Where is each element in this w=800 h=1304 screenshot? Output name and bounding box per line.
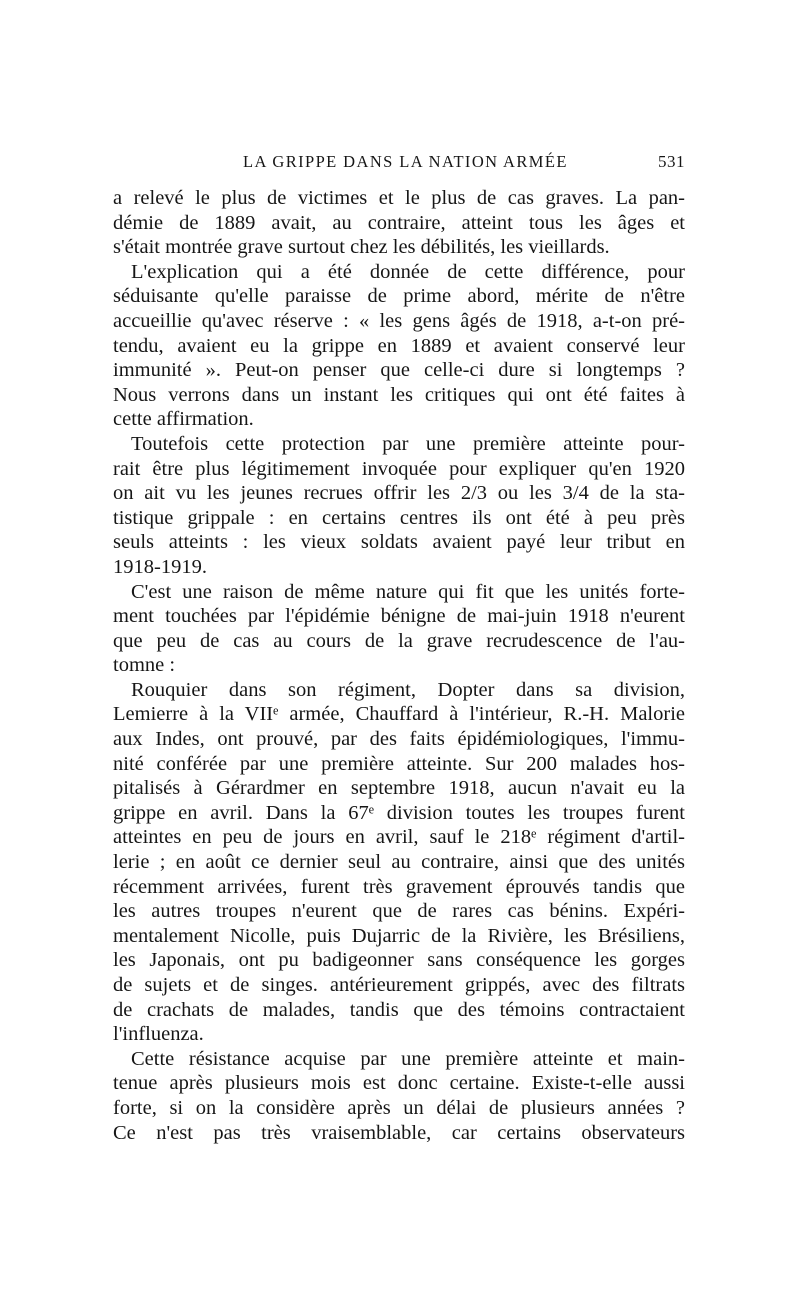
running-header	[113, 152, 685, 182]
text-line: C'est une raison de même nature qui fit que les unités forte-	[131, 580, 685, 603]
text-line: cette affirmation.	[113, 408, 254, 431]
text-line: seuls atteints : les vieux soldats avaient payé leur tribut en	[113, 531, 685, 554]
text-line: accueillie qu'avec réserve : « les gens âgés de 1918, a-t-on pré-	[113, 309, 685, 332]
text-line: on ait vu les jeunes recrues offrir les 2/3 ou les 3/4 de la sta-	[113, 482, 685, 505]
text-line: rait être plus légitimement invoquée pour expliquer qu'en 1920	[113, 457, 685, 480]
page-number: 531	[658, 152, 685, 171]
text-line: tendu, avaient eu la grippe en 1889 et avaient conservé leur	[113, 334, 685, 357]
text-line: forte, si on la considère après un délai de plusieurs années ?	[113, 1096, 685, 1119]
text-line: a relevé le plus de victimes et le plus de cas graves. La pan-	[113, 187, 685, 209]
running-title: LA GRIPPE DANS LA NATION ARMÉE	[243, 152, 568, 171]
text-line: ment touchées par l'épidémie bénigne de mai-juin 1918 n'eurent	[113, 605, 685, 628]
text-line: l'influenza.	[113, 1023, 204, 1046]
text-line: les autres troupes n'eurent que de rares cas bénins. Expéri-	[113, 900, 685, 923]
text-line: tenue après plusieurs mois est donc certaine. Existe-t-elle aussi	[113, 1072, 685, 1095]
text-line: pitalisés à Gérardmer en septembre 1918, aucun n'avait eu la	[113, 777, 685, 800]
text-line: mentalement Nicolle, puis Dujarric de la Rivière, les Brésiliens,	[113, 924, 685, 947]
text-line: Lemierre à la VIIᵉ armée, Chauffard à l'intérieur, R.-H. Malorie	[113, 703, 685, 726]
text-line: Toutefois cette protection par une première atteinte pour-	[131, 432, 685, 455]
text-line: 1918-1919.	[113, 555, 207, 578]
text-line: immunité ». Peut-on penser que celle-ci dure si longtemps ?	[113, 359, 685, 382]
text-line: nité conférée par une première atteinte. Sur 200 malades hos-	[113, 752, 685, 775]
text-line: séduisante qu'elle paraisse de prime abord, mérite de n'être	[113, 285, 685, 308]
text-line: tomne :	[113, 654, 176, 677]
text-line: Cette résistance acquise par une première atteinte et main-	[131, 1047, 685, 1070]
text-line: récemment arrivées, furent très gravement éprouvés tandis que	[113, 875, 685, 898]
text-line: Rouquier dans son régiment, Dopter dans sa division,	[131, 678, 685, 701]
text-line: Nous verrons dans un instant les critiques qui ont été faites à	[113, 383, 685, 406]
text-line: les Japonais, ont pu badigeonner sans conséquence les gorges	[113, 949, 685, 972]
text-line: grippe en avril. Dans la 67ᵉ division toutes les troupes furent	[113, 801, 685, 824]
text-line: Ce n'est pas très vraisemblable, car certains observateurs	[113, 1121, 685, 1144]
text-line: lerie ; en août ce dernier seul au contraire, ainsi que des unités	[113, 851, 685, 874]
text-line: de crachats de malades, tandis que des témoins contractaient	[113, 998, 685, 1021]
text-line: tistique grippale : en certains centres ils ont été à peu près	[113, 506, 685, 529]
text-line: aux Indes, ont prouvé, par des faits épidémiologiques, l'immu-	[113, 728, 685, 751]
body-text	[113, 186, 685, 1145]
text-line: démie de 1889 avait, au contraire, atteint tous les âges et	[113, 211, 685, 234]
text-line: que peu de cas au cours de la grave recrudescence de l'au-	[113, 629, 685, 652]
text-line: atteintes en peu de jours en avril, sauf le 218ᵉ régiment d'artil-	[113, 826, 685, 849]
text-line: L'explication qui a été donnée de cette différence, pour	[131, 260, 685, 283]
text-line: de sujets et de singes. antérieurement grippés, avec des filtrats	[113, 974, 685, 996]
text-line: s'était montrée grave surtout chez les débilités, les vieillards.	[113, 236, 610, 259]
